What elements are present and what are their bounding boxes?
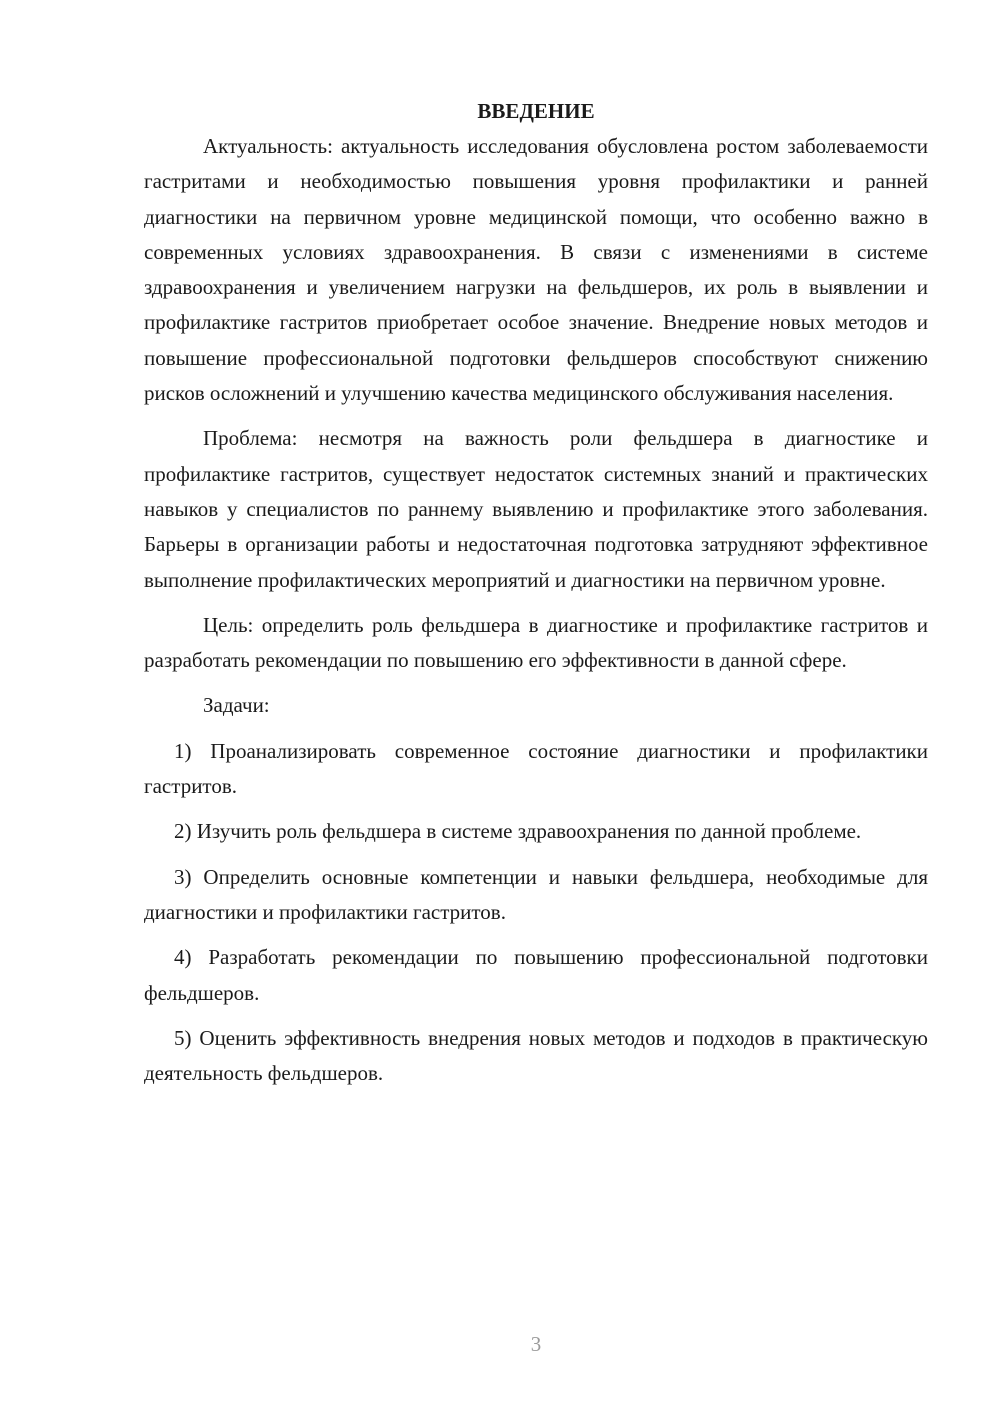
list-item: 2) Изучить роль фельдшера в системе здравоохранения по данной проблеме. — [174, 819, 862, 844]
list-item: 5) Оценить эффективность внедрения новых методов и подходов в практическую деятельность фельдшеров. — [144, 1025, 928, 1086]
tasks-heading: Задачи: — [203, 693, 270, 718]
goal-paragraph: Цель: определить роль фельдшера в диагностике и профилактике гастритов и разработать рекомендации по повышению его эффективности в данной сфере. — [144, 612, 928, 673]
document-page — [144, 94, 928, 1091]
problem-paragraph: Проблема: несмотря на важность роли фельдшера в диагностике и профилактике гастритов, существует недостаток системных знаний и практических навыков у специалистов по раннему выявлению и профилактике этого заболевания. Барьеры в организации работы и недостаточная подготовка затрудняют эффективное выполнение профилактических мероприятий и диагностики на первичном уровне. — [144, 426, 928, 592]
list-item: 1) Проанализировать современное состояние диагностики и профилактики гастритов. — [144, 738, 928, 799]
section-title: ВВЕДЕНИЕ — [477, 99, 595, 123]
relevance-paragraph: Актуальность: актуальность исследования обусловлена ростом заболеваемости гастритами и необходимостью повышения уровня профилактики и ранней диагностики на первичном уровне медицинской помощи, что особенно важно в современных условиях здравоохранения. В связи с изменениями в системе здравоохранения и увеличением нагрузки на фельдшеров, их роль в выявлении и профилактике гастритов приобретает особое значение. Внедрение новых методов и повышение профессиональной подготовки фельдшеров способствуют снижению рисков осложнений и улучшению качества медицинского обслуживания населения. — [144, 134, 928, 406]
page-number: 3 — [530, 1332, 542, 1356]
list-item: 3) Определить основные компетенции и навыки фельдшера, необходимые для диагностики и профилактики гастритов. — [144, 864, 928, 924]
list-item: 4) Разработать рекомендации по повышению профессиональной подготовки фельдшеров. — [144, 945, 928, 1005]
tasks-list — [144, 734, 928, 1092]
